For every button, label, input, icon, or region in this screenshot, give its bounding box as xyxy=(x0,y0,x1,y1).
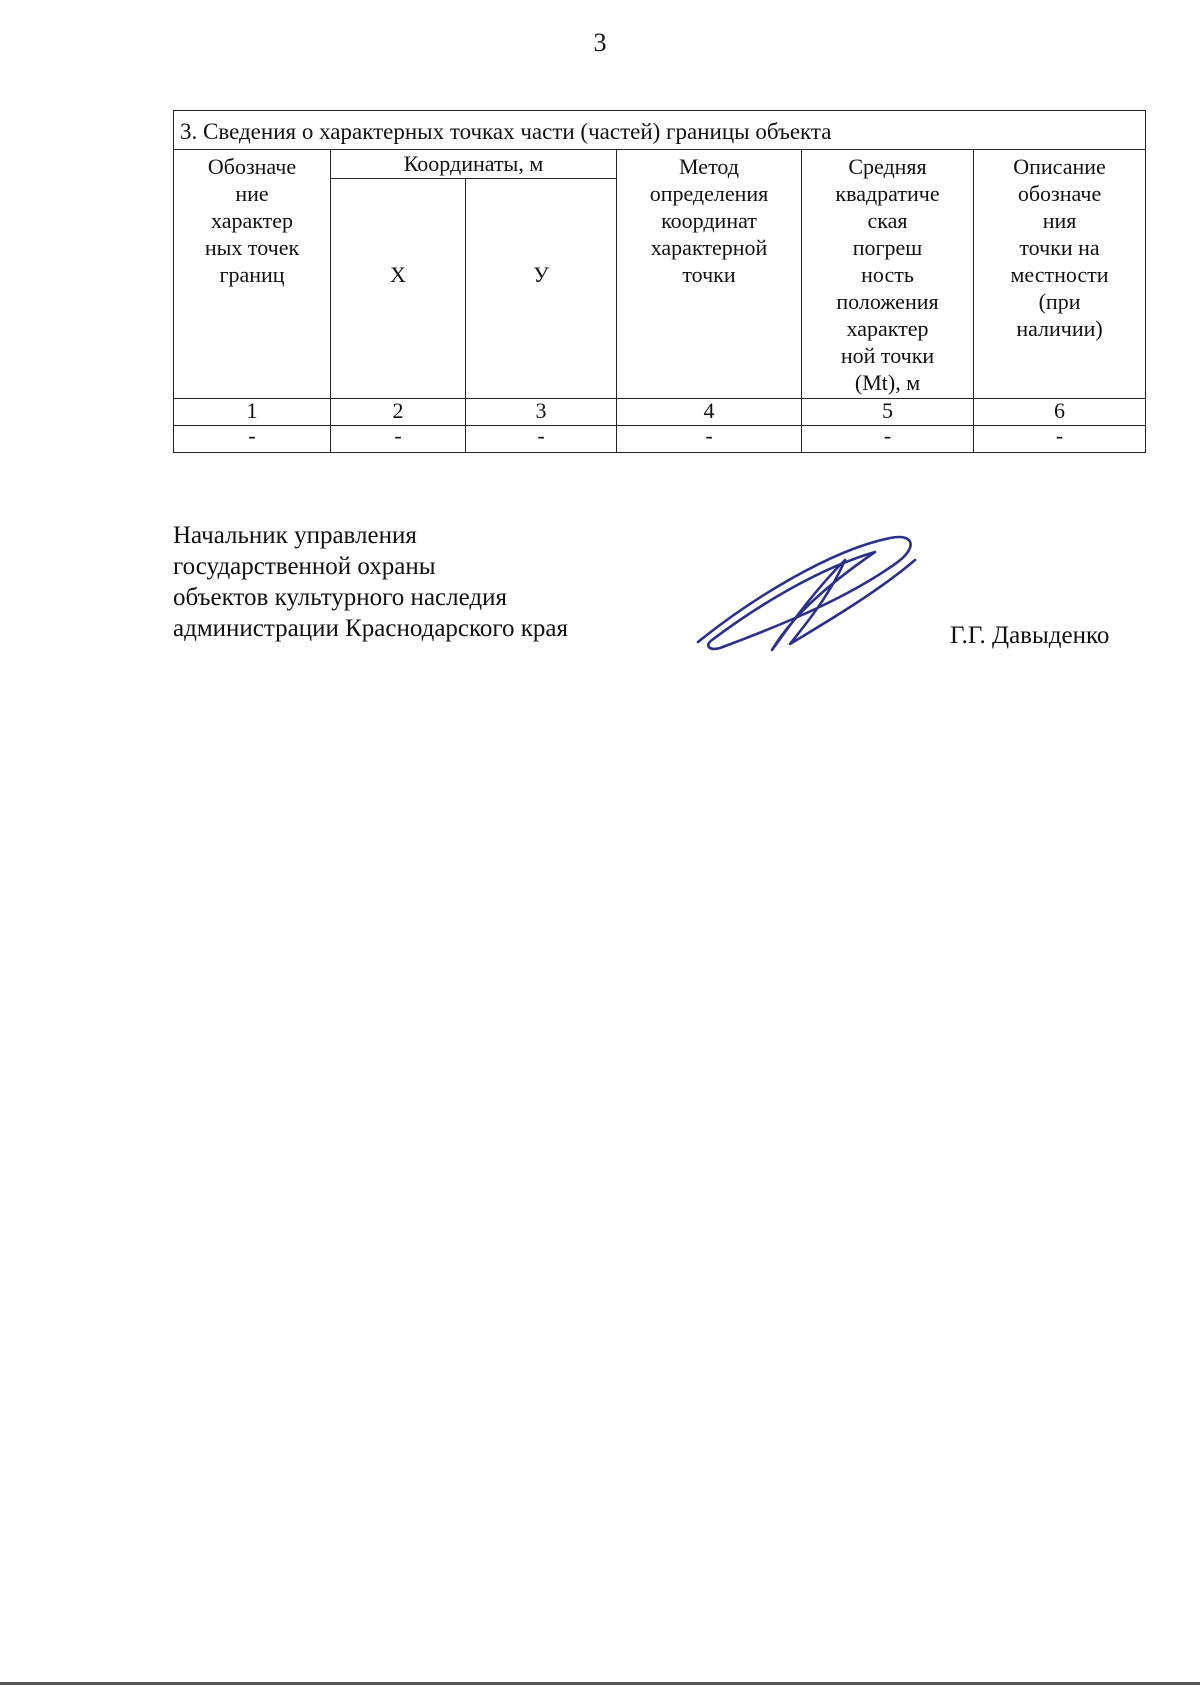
header-coordinates: Координаты, м xyxy=(331,150,617,179)
table-cell: - xyxy=(617,426,802,453)
header-y: У xyxy=(466,179,617,399)
column-number: 2 xyxy=(331,399,466,426)
characteristic-points-table xyxy=(173,110,1146,453)
signatory-name: Г.Г. Давыденко xyxy=(950,622,1110,649)
header-description xyxy=(974,150,1146,399)
header-line: точки на xyxy=(1019,235,1100,260)
header-line: ных точек xyxy=(204,235,300,260)
header-line: ская xyxy=(867,208,908,233)
table-title: 3. Сведения о характерных точках части (частей) границы объекта xyxy=(174,111,1146,150)
header-line: Обозначе xyxy=(207,154,297,179)
header-point-designation xyxy=(174,150,331,399)
header-line: наличии) xyxy=(1016,316,1103,341)
header-line: Средняя xyxy=(848,154,927,179)
position-line: государственной охраны xyxy=(173,553,436,580)
header-line: определения xyxy=(649,181,769,206)
table-cell: - xyxy=(802,426,974,453)
handwritten-signature xyxy=(680,530,950,660)
table-row xyxy=(174,426,1146,453)
header-x: Х xyxy=(331,179,466,399)
header-line: погреш xyxy=(852,235,923,260)
header-mean-square-error xyxy=(802,150,974,399)
table-cell: - xyxy=(466,426,617,453)
position-line: объектов культурного наследия xyxy=(173,584,507,611)
table-cell: - xyxy=(974,426,1146,453)
column-numbers-row xyxy=(174,399,1146,426)
signatory-position xyxy=(173,520,568,644)
page-number: 3 xyxy=(593,28,607,57)
header-line: местности xyxy=(1010,262,1109,287)
header-line: обозначе xyxy=(1017,181,1102,206)
table-cell: - xyxy=(331,426,466,453)
column-number: 4 xyxy=(617,399,802,426)
header-line: ние xyxy=(235,181,269,206)
header-line: координат xyxy=(661,208,757,233)
header-line: характер xyxy=(846,316,929,341)
table-cell: - xyxy=(174,426,331,453)
header-line: характер xyxy=(210,208,294,233)
header-line: Описание xyxy=(1013,154,1106,179)
position-line: администрации Краснодарского края xyxy=(173,615,569,642)
header-line: характерной xyxy=(650,235,768,260)
column-number: 1 xyxy=(174,399,331,426)
position-line: Начальник управления xyxy=(173,522,417,549)
header-line: точки xyxy=(682,262,736,287)
column-number: 5 xyxy=(802,399,974,426)
header-line: (при xyxy=(1038,289,1081,314)
column-number: 6 xyxy=(974,399,1146,426)
header-line: положения xyxy=(836,289,939,314)
header-line: (Mt), м xyxy=(854,370,921,395)
column-number: 3 xyxy=(466,399,617,426)
header-line: ной точки xyxy=(840,343,935,368)
header-line: квадратиче xyxy=(835,181,940,206)
header-method xyxy=(617,150,802,399)
scan-edge-line xyxy=(0,1682,1200,1685)
header-line: границ xyxy=(219,262,285,287)
header-line: Метод xyxy=(679,154,739,179)
header-line: ность xyxy=(861,262,914,287)
header-line: ния xyxy=(1042,208,1077,233)
